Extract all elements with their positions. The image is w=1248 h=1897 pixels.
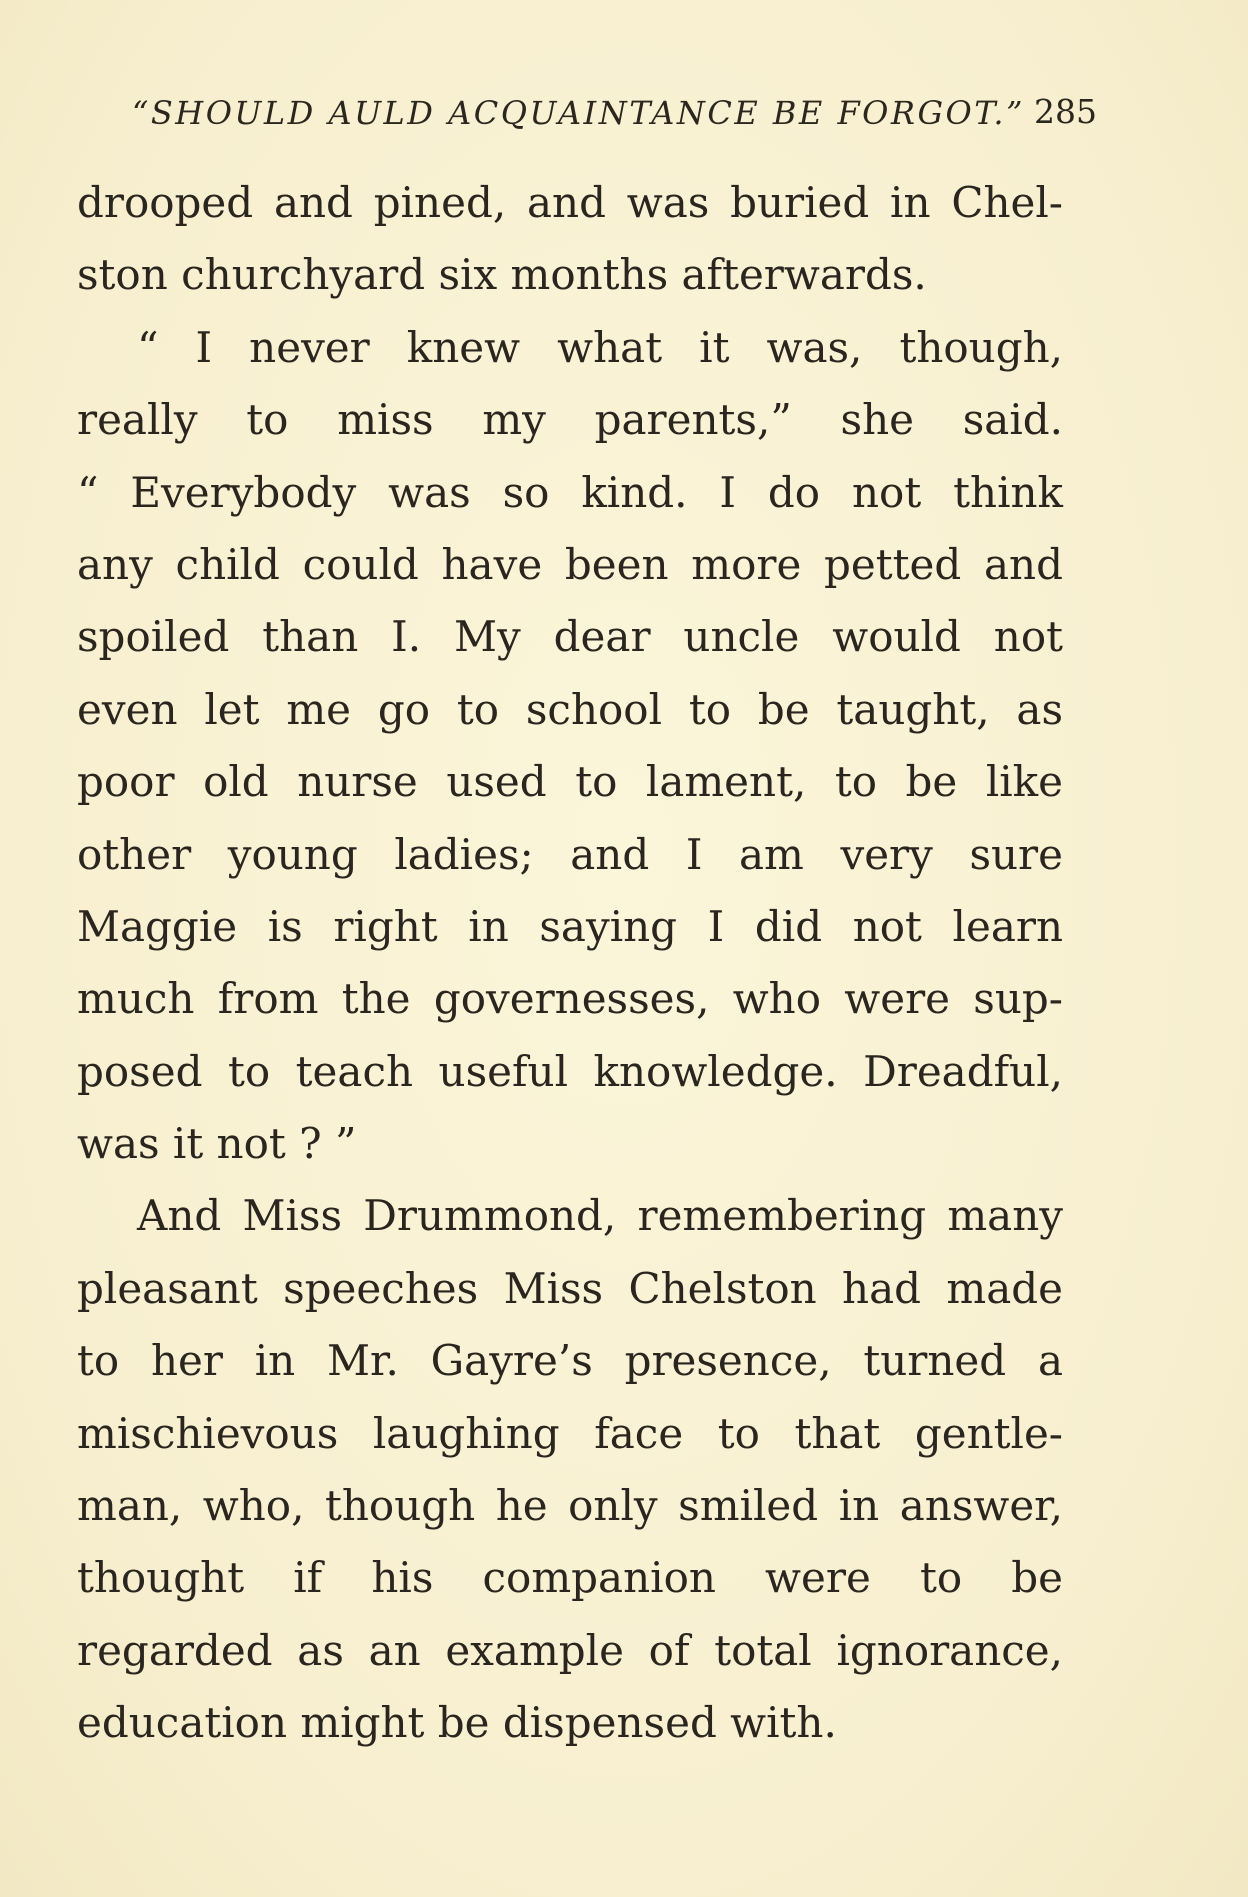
running-head-title: “SHOULD AULD ACQUAINTANCE BE FORGOT.” <box>132 94 1025 132</box>
text-line: Maggie is right in saying I did not learn <box>77 901 1063 951</box>
text-line: man, who, though he only smiled in answer, <box>77 1481 1063 1531</box>
text-line: even let me go to school to be taught, as <box>77 684 1063 734</box>
text-line: really to miss my parents,” she said. <box>77 395 1063 445</box>
text-line: much from the governesses, who were sup- <box>77 974 1063 1024</box>
running-head <box>96 88 1096 138</box>
text-line: posed to teach useful knowledge. Dreadful, <box>77 1046 1063 1096</box>
text-line: And Miss Drummond, remembering many <box>137 1191 1063 1241</box>
text-line: thought if his companion were to be <box>77 1553 1063 1603</box>
text-line: regarded as an example of total ignorance, <box>77 1625 1063 1675</box>
text-line: “ Everybody was so kind. I do not think <box>77 467 1063 517</box>
text-line: spoiled than I. My dear uncle would not <box>77 612 1063 662</box>
text-line: “ I never knew what it was, though, <box>137 322 1063 372</box>
text-line: other young ladies; and I am very sure <box>77 829 1063 879</box>
text-line: pleasant speeches Miss Chelston had made <box>77 1263 1063 1313</box>
page-number: 285 <box>1034 92 1097 131</box>
text-line: mischievous laughing face to that gentle- <box>77 1408 1063 1458</box>
text-line: poor old nurse used to lament, to be like <box>77 757 1063 807</box>
text-line: drooped and pined, and was buried in Chel- <box>77 178 1063 227</box>
body-text <box>77 167 1063 1760</box>
text-line: education might be dispensed with. <box>77 1698 837 1748</box>
text-line: to her in Mr. Gayre’s presence, turned a <box>77 1336 1063 1386</box>
text-line: any child could have been more petted and <box>77 539 1063 589</box>
text-line: ston churchyard six months afterwards. <box>77 250 927 300</box>
text-line: was it not ? ” <box>77 1119 357 1169</box>
